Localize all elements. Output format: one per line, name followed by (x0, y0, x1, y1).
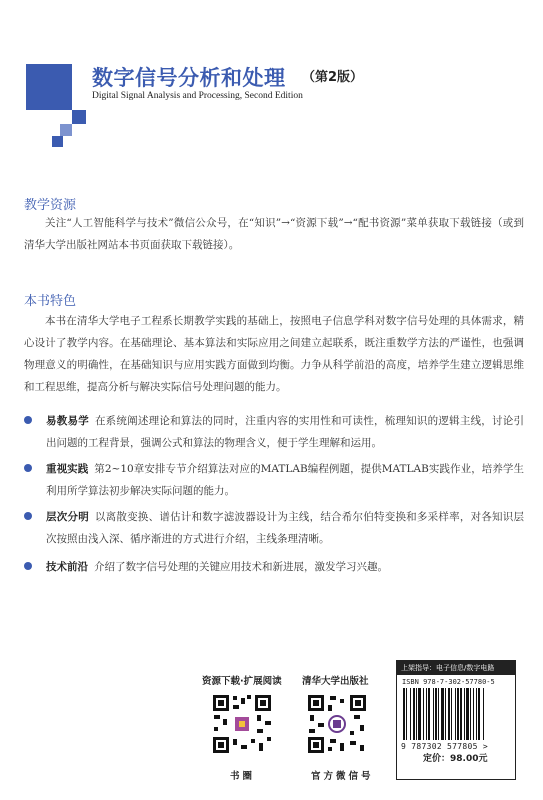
category-label: 上架指导：电子信息/数字电路 (397, 661, 515, 675)
qr-code-official[interactable] (306, 693, 368, 755)
barcode-bar (433, 688, 434, 740)
resources-text: 关注“人工智能科学与技术”微信公众号，在“知识”→“资源下载”→“配书资源”菜单获取下载链接（或到清华大学出版社网站本书页面获取下载链接）。 (24, 217, 524, 251)
decor-square (72, 110, 86, 124)
feature-item (24, 556, 524, 578)
feature-item (24, 506, 524, 550)
decor-square (60, 124, 72, 136)
barcode-bar (410, 688, 411, 740)
barcode-bar (460, 688, 462, 740)
feature-text: 第2~10章安排专节介绍算法对应的MATLAB编程例题，提供MATLAB实践作业，培养学生利用所学算法初步解决实际问题的能力。 (46, 463, 524, 497)
bullet-dot (24, 464, 32, 472)
qr-right-caption: 官方微信号 (311, 771, 374, 782)
features-heading: 本书特色 (24, 294, 77, 309)
barcode-bar (451, 688, 452, 740)
barcode-bar (466, 688, 469, 740)
barcode-bar (478, 688, 480, 740)
barcode-bar (464, 688, 465, 740)
bullet-dot (24, 416, 32, 424)
barcode-bar (406, 688, 407, 740)
barcode-number: 9 787302 577805 > (401, 742, 488, 751)
book-edition: （第2版） (302, 70, 364, 85)
barcode-bar (441, 688, 444, 740)
barcode-bar (435, 688, 437, 740)
feature-text: 介绍了数字信号处理的关键应用技术和新进展，激发学习兴趣。 (94, 561, 388, 573)
feature-item (24, 410, 524, 454)
barcode-bar (455, 688, 456, 740)
barcode-bar (470, 688, 471, 740)
isbn-text: ISBN 978-7-302-57780-5 (402, 678, 495, 686)
book-title-english: Digital Signal Analysis and Processing, Second Edition (92, 91, 303, 101)
barcode-panel (396, 660, 516, 780)
bullet-dot (24, 512, 32, 520)
barcode-bar (426, 688, 427, 740)
barcode-bar (416, 688, 417, 740)
barcode-bar (428, 688, 430, 740)
barcode-bar (448, 688, 450, 740)
barcode-bar (418, 688, 421, 740)
feature-title: 层次分明 (46, 511, 89, 523)
barcode-bar (423, 688, 424, 740)
price: 定价：98.00元 (423, 754, 488, 764)
resources-heading: 教学资源 (24, 198, 77, 213)
barcode-bar (438, 688, 439, 740)
book-title: 数字信号分析和处理 (92, 66, 286, 90)
feature-title: 易教易学 (46, 415, 89, 427)
decor-square (52, 136, 63, 147)
barcode-bar (445, 688, 446, 740)
features-intro: 本书在清华大学电子工程系长期教学实践的基础上，按照电子信息学科对数字信号处理的具体需求，精心设计了教学内容。在基础理论、基本算法和实际应用之间建立起联系，既注重数学方法的严谨性，也强调物理意义的明确性，在基础知识与应用实践方面做到均衡。力争从科学前沿的高度，培养学生建立逻辑思维和工程思维，提高分析与解决实际信号处理问题的能力。 (24, 315, 524, 393)
bullet-dot (24, 562, 32, 570)
decor-square-large (26, 64, 72, 110)
qr-left-heading: 资源下载·扩展阅读 (202, 676, 282, 687)
feature-title: 重视实践 (46, 463, 89, 475)
barcode-bar (473, 688, 474, 740)
barcode-bar (457, 688, 459, 740)
barcode-bar (476, 688, 477, 740)
feature-item (24, 458, 524, 502)
qr-left-caption: 书圈 (230, 771, 256, 782)
barcode (401, 688, 511, 742)
barcode-bar (413, 688, 415, 740)
qr-right-heading: 清华大学出版社 (302, 676, 369, 687)
barcode-bar (403, 688, 405, 740)
feature-text: 以离散变换、谱估计和数字滤波器设计为主线，结合希尔伯特变换和多采样率，对各知识层次按照由浅入深、循序渐进的方式进行介绍，主线条理清晰。 (46, 511, 525, 545)
feature-title: 技术前沿 (46, 561, 88, 573)
barcode-bar (483, 688, 484, 740)
qr-code-shuquan[interactable] (211, 693, 273, 755)
feature-text: 在系统阐述理论和算法的同时，注重内容的实用性和可读性，梳理知识的逻辑主线，讨论引出问题的工程背景，强调公式和算法的物理含义，便于学生理解和运用。 (46, 415, 525, 449)
